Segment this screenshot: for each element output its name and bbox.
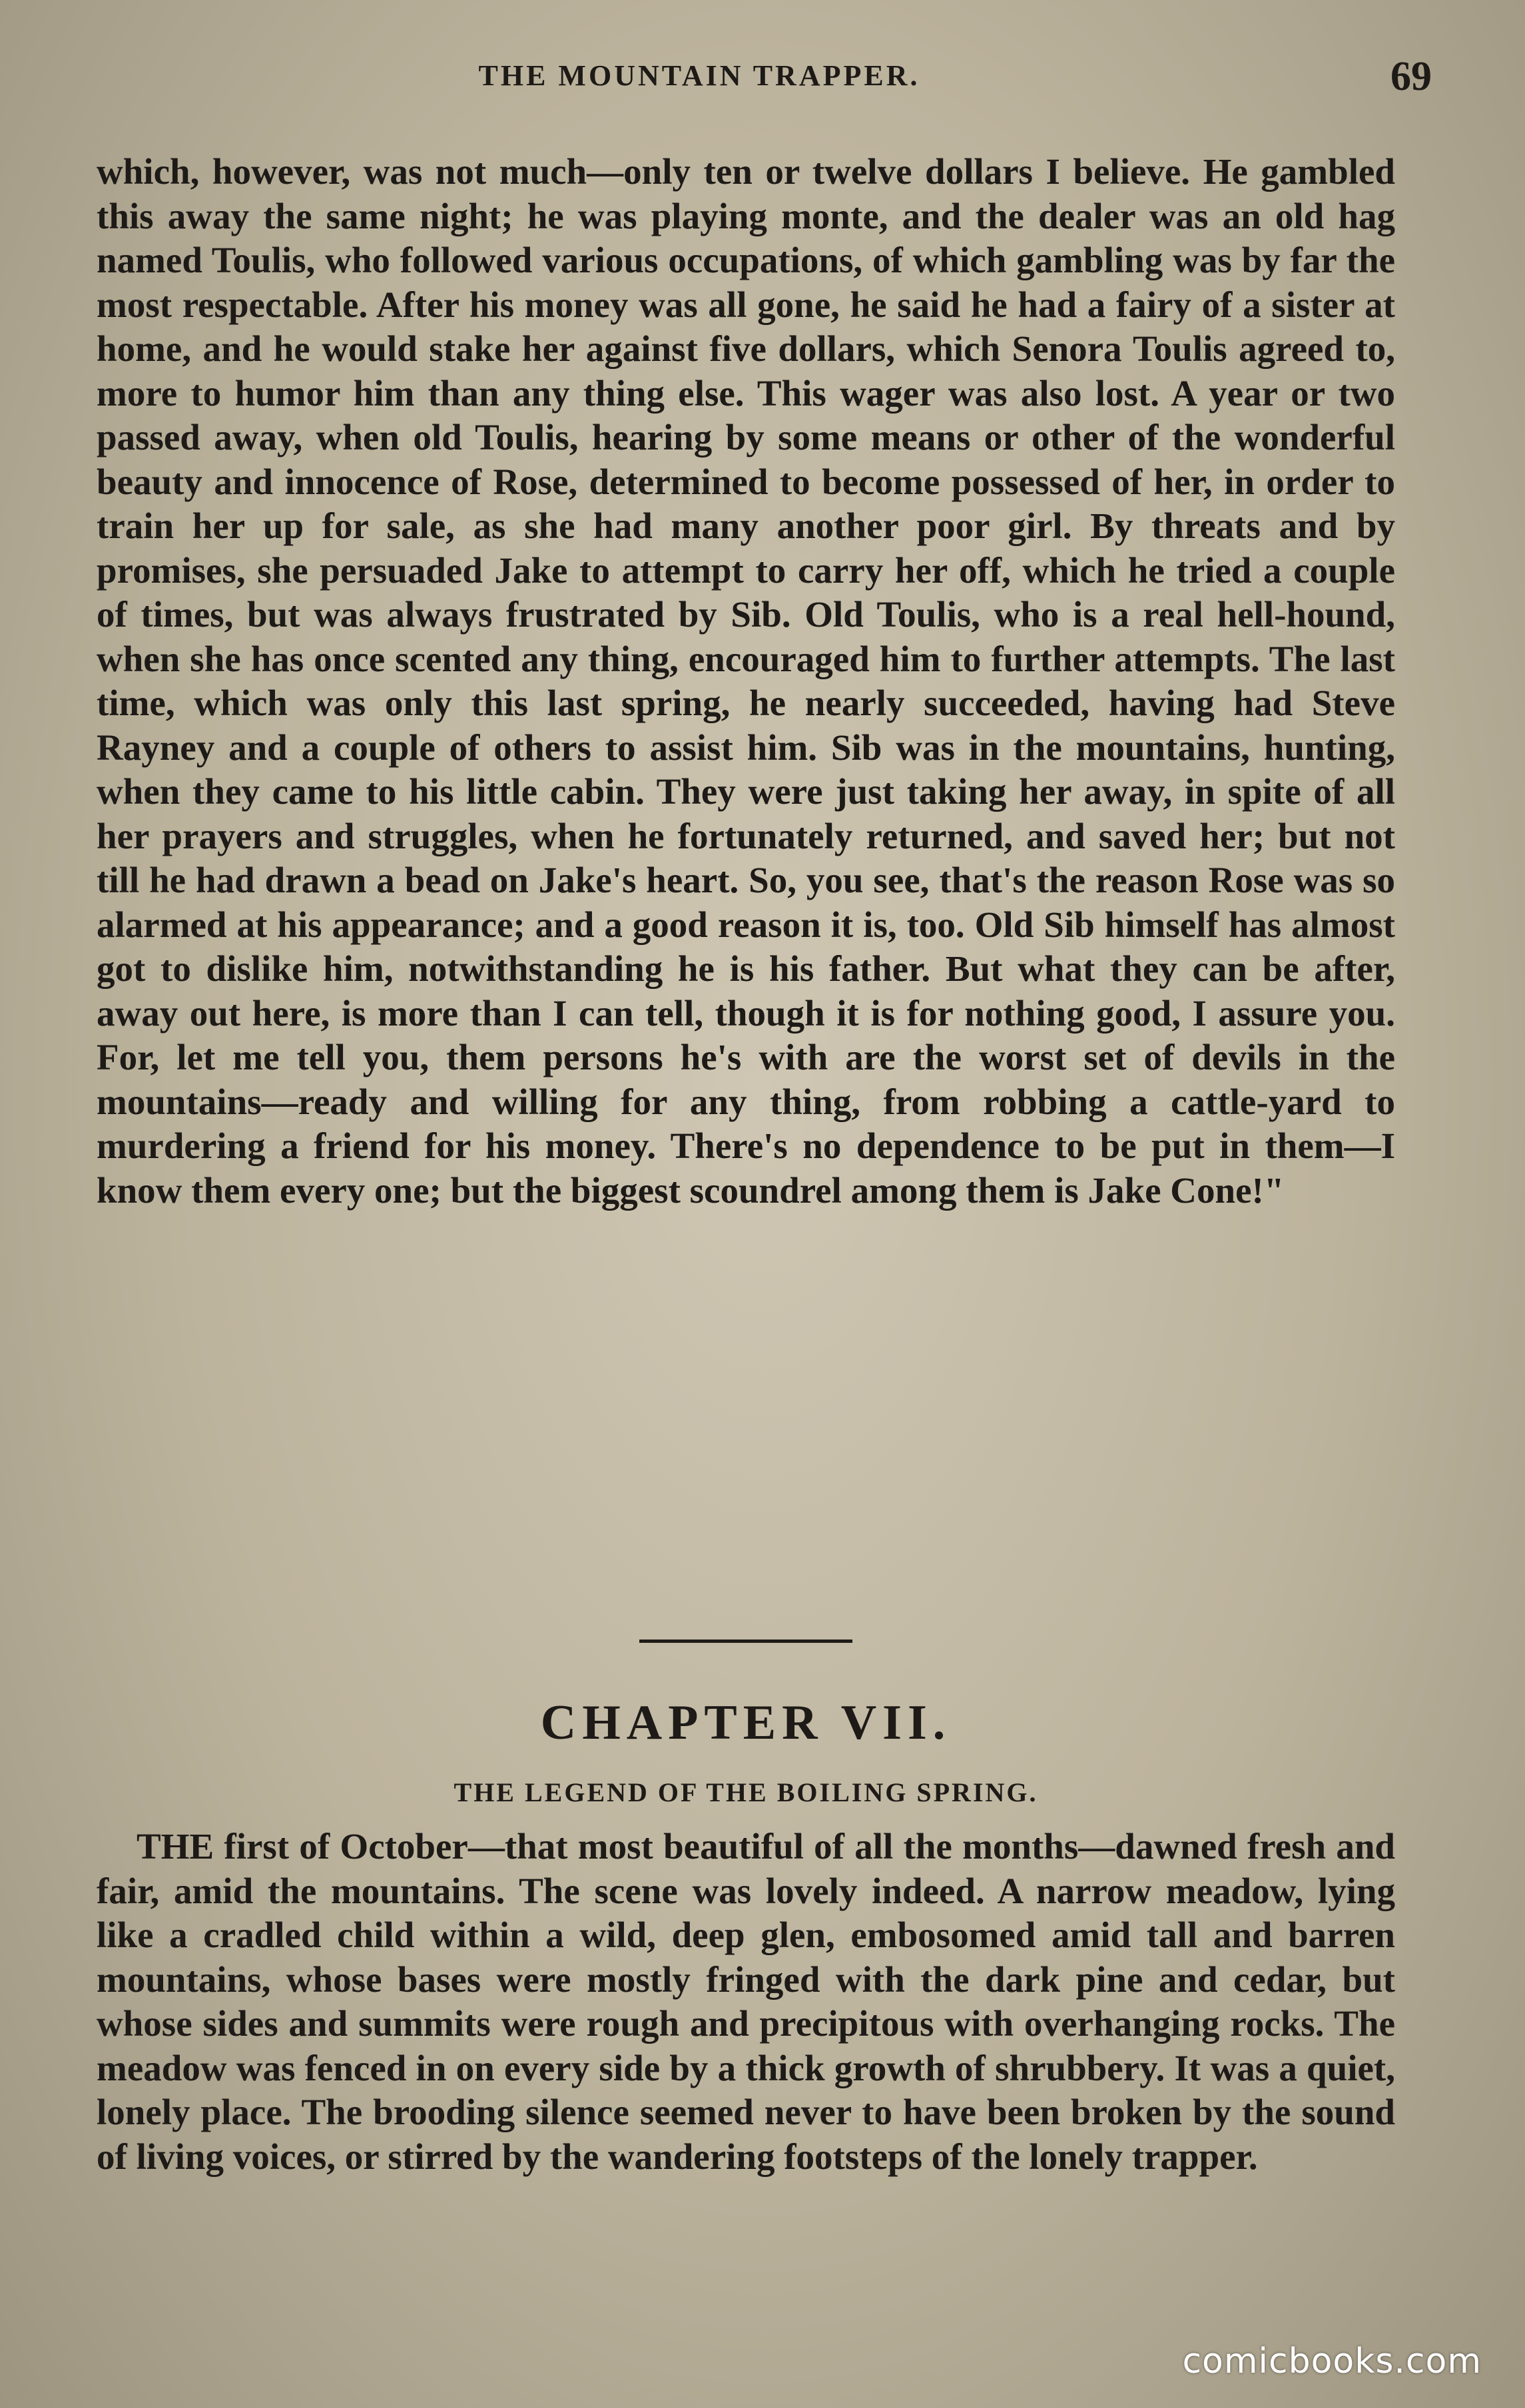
watermark: comicbooks.com bbox=[1182, 2341, 1482, 2381]
running-head bbox=[100, 54, 1432, 112]
chapter-opening-paragraph: THE first of October—that most beautiful of all the months—dawned fresh and fair, amid the mountains. The scene was lovely indeed. A narrow meadow, lying like a cradled child within a wild, deep glen, embosomed amid tall and barren mountains, whose bases were mostly fringed with the dark pine and cedar, but whose sides and summits were rough and precipitous with overhanging rocks. The meadow was fenced in on every side by a thick growth of shrubbery. It was a quiet, lonely place. The brooding silence seemed never to have been broken by the sound of living voices, or stirred by the wandering footsteps of the lonely trapper. bbox=[97, 1826, 1395, 2177]
chapter-subtitle: THE LEGEND OF THE BOILING SPRING. bbox=[454, 1777, 1038, 1807]
page-number: 69 bbox=[1390, 54, 1432, 99]
running-title: THE MOUNTAIN TRAPPER. bbox=[478, 59, 920, 92]
body-paragraph: which, however, was not much—only ten or twelve dollars I believe. He gambled this away the same night; he was playing monte, and the dealer was an old hag named Toulis, who followed various occupations, of which gambling was by far the most respectable. After his money was all gone, he said he had a fairy of a sister at home, and he would stake her against five dollars, which Senora Toulis agreed to, more to humor him than any thing else. This wager was also lost. A year or two passed away, when old Toulis, hearing by some means or other of the wonderful beauty and innocence of Rose, determined to become possessed of her, in order to train her up for sale, as she had many another poor girl. By threats and by promises, she persuaded Jake to attempt to carry her off, which he tried a couple of times, but was always frustrated by Sib. Old Toulis, who is a real hell-hound, when she has once scented any thing, encouraged him to further attempts. The last time, which was only this last spring, he nearly succeeded, having had Steve Rayney and a couple of others to assist him. Sib was in the mountains, hunting, when they came to his little cabin. They were just taking her away, in spite of all her prayers and struggles, when he fortunately returned, and saved her; but not till he had drawn a bead on Jake's heart. So, you see, that's the reason Rose was so alarmed at his appearance; and a good reason it is, too. Old Sib himself has almost got to dislike him, notwithstanding he is his father. But what they can be after, away out here, is more than I can tell, though it is for nothing good, I assure you. For, let me tell you, them persons he's with are the worst set of devils in the mountains—ready and willing for any thing, from robbing a cattle-yard to murdering a friend for his money. There's no dependence to be put in them—I know them every one; but the biggest scoundrel among them is Jake Cone!" bbox=[97, 151, 1395, 1211]
section-divider bbox=[639, 1640, 852, 1643]
chapter-heading: CHAPTER VII. bbox=[540, 1695, 952, 1750]
